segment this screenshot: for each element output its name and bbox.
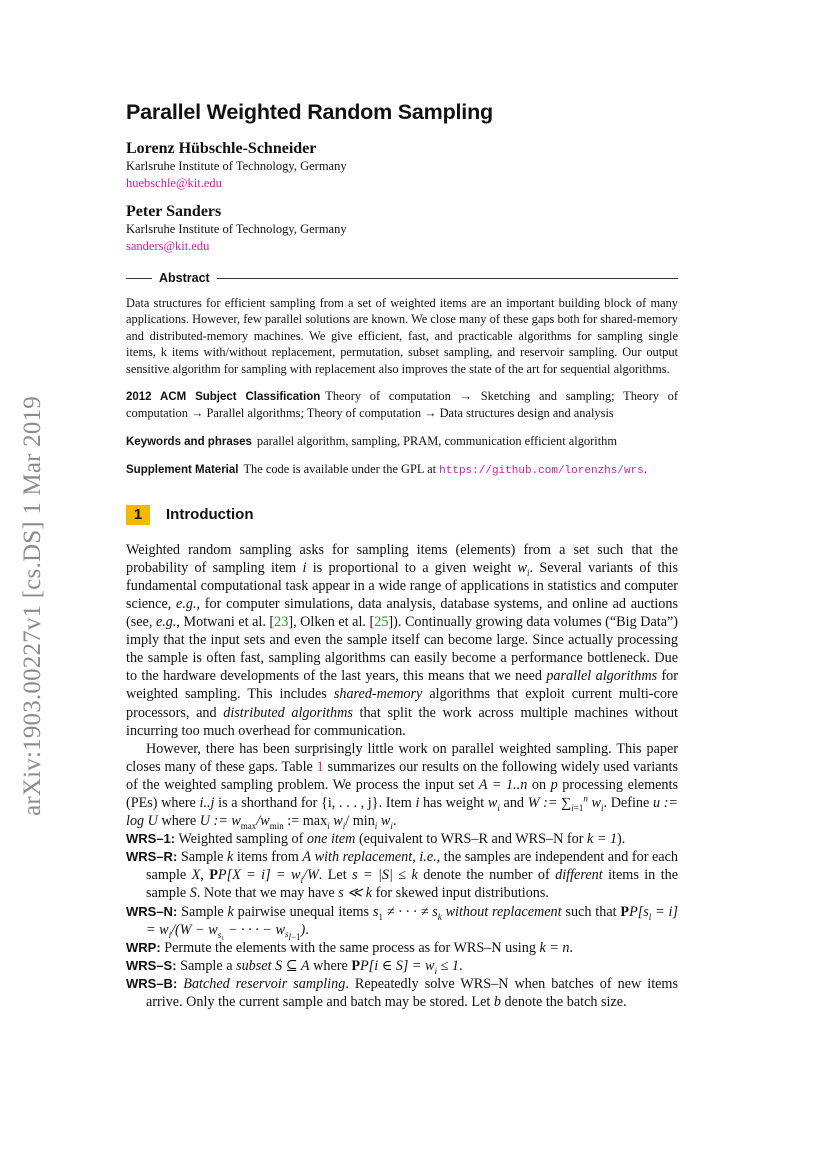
intro-paragraph: Weighted random sampling asks for sampling items (elements) from a set such that the probability of sampling item i is proportional to a given weight $w_i$. Several variants of this fundamental computational task appear in a wide range of applications in statistics and computer science, e.g., for computer simulations, data analysis, database systems, and online ad auctions (see, e.g., Motwani et al. [23], Olken et al. [25]). Continually growing data volumes (“Big Data”) imply that the input sets and even the sample itself can become large. Since actually processing the sample is often fast, sampling algorithms can easily become a performance bottleneck. Due to the hardware developments of the last years, this means that we need parallel algorithms for weighted sampling. This includes shared-memory algorithms that exploit current multi-core processors, and distributed algorithms that split the work across multiple machines without incurring too much overhead for communication.	[126, 541, 679, 739]
author-email-link[interactable]: huebschle@kit.edu	[126, 176, 222, 190]
supplement-url-link[interactable]: https://github.com/lorenzhs/wrs	[439, 465, 644, 478]
author-block	[126, 139, 678, 192]
author-name: Lorenz Hübschle-Schneider	[126, 140, 317, 157]
acm-text: Theory of computation → Sketching and sampling; Theory of computation → Parallel algorithms; Theory of computation → Data structures design and analysis	[126, 389, 678, 421]
keywords-text: parallel algorithm, sampling, PRAM, communication efficient algorithm	[256, 433, 617, 448]
supplement-text: The code is available under the GPL at	[243, 462, 437, 477]
section-title: Introduction	[166, 506, 254, 524]
author-block	[126, 202, 678, 255]
definition-wrs-b: WRS–B: Batched reservoir sampling. Repeatedly solve WRS–N when batches of new items arrive. Only the current sample and batch may be stored. Let b denote the batch size.	[126, 975, 678, 1010]
definition-wrs-1: WRS–1: Weighted sampling of one item (equivalent to WRS–R and WRS–N for k = 1).	[126, 831, 626, 848]
author-affiliation: Karlsruhe Institute of Technology, Germany	[126, 159, 347, 173]
keywords	[126, 433, 678, 450]
supplement-end: .	[643, 462, 647, 477]
author-name: Peter Sanders	[126, 203, 222, 220]
section-body	[126, 541, 678, 1011]
author-affiliation: Karlsruhe Institute of Technology, Germany	[126, 222, 347, 236]
acm-label: 2012 ACM Subject Classification	[126, 391, 321, 404]
section-heading	[126, 505, 678, 525]
section-number: 1	[126, 505, 150, 525]
paper-title: Parallel Weighted Random Sampling	[126, 100, 493, 124]
supplement-label: Supplement Material	[126, 464, 239, 477]
definition-wrs-s: WRS–S: Sample a subset S ⊆ A where PP[i ∈ $S] = w_i \le 1$.	[126, 957, 463, 976]
acm-classification	[126, 388, 678, 422]
table-reference-link[interactable]: 1	[316, 758, 324, 775]
intro-paragraph: However, there has been surprisingly little work on parallel weighted sampling. This paper closes many of these gaps. Table 1 summarizes our results on the following widely used variants of the weighted sampling problem. We process the input set A = 1..n on p processing elements (PEs) where i..j is a shorthand for {i, . . . , j}. Item i has weight $w_i$ and W := $\sum_{i=1}^n$ $w_i$. Define u := log U where U := $w_{max}/w_{min}$ := $\max_i w_i/$ $\min_i w_i$.	[126, 740, 679, 831]
citation-link[interactable]: 23	[274, 614, 289, 631]
abstract-text: Data structures for efficient sampling from a set of weighted items are an important building block of many applications. However, few parallel solutions are known. We close many of these gaps both for shared-memory and distributed-memory machines. We give efficient, fast, and practicable algorithms for sampling single items, k items with/without replacement, permutation, subset sampling, and reservoir sampling. Our output sensitive algorithm for sampling with replacement also improves the state of the art for sequential algorithms.	[126, 296, 678, 376]
arxiv-sidebar	[10, 366, 56, 846]
heading-rule	[217, 278, 678, 279]
heading-rule	[126, 278, 152, 279]
abstract-heading	[126, 271, 678, 285]
author-email-link[interactable]: sanders@kit.edu	[126, 239, 210, 253]
paper-page	[126, 100, 678, 1011]
arxiv-identifier: arXiv:1903.00227v1 [cs.DS] 1 Mar 2019	[19, 396, 46, 816]
supplement-material	[126, 461, 678, 479]
abstract-heading-label: Abstract	[159, 271, 210, 285]
keywords-label: Keywords and phrases	[126, 435, 252, 448]
definition-wrp: WRP: Permute the elements with the same process as for WRS–N using k = n.	[126, 939, 574, 956]
definition-wrs-r: WRS–R: Sample k items from A with replacement, i.e., the samples are independent and for each sample X, $PP[X = i] = w_i/W$. Let s = |S| ≤ k denote the number of different items in the sample S. Note that we may have s ≪ k for skewed input distributions.	[126, 849, 679, 902]
definition-wrs-n: WRS–N: Sample k pairwise unequal items $s_1$ ≠ · · · ≠ $s_k$ without replacement such that $PP[s_l = i] = w_i/(W - w_{s_1}$ − · · · − $w_{s_{l-1}}$).	[126, 903, 679, 943]
citation-link[interactable]: 25	[374, 614, 389, 631]
